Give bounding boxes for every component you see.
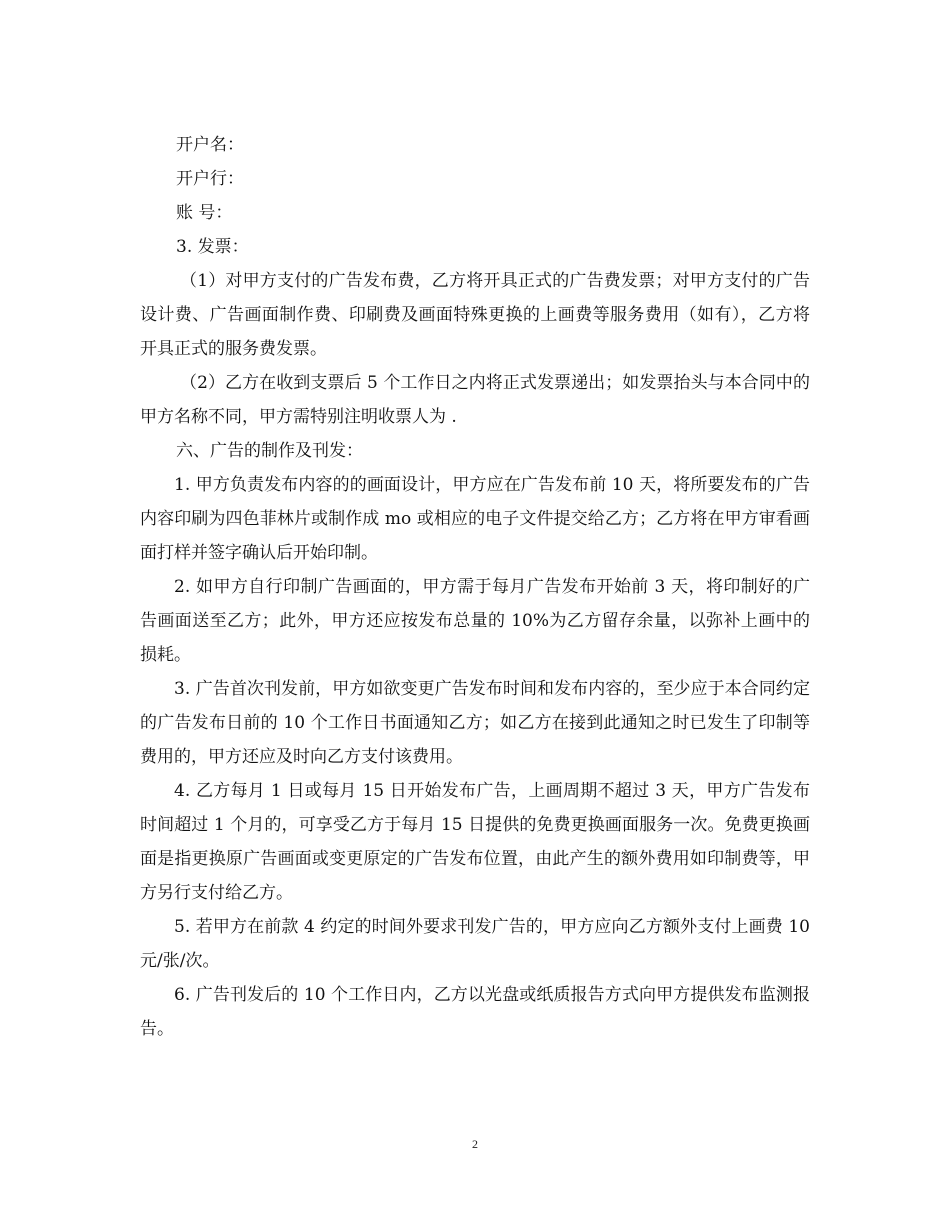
section-6-item-2: 2. 如甲方自行印制广告画面的，甲方需于每月广告发布开始前 3 天，将印制好的广告画面送至乙方；此外，甲方还应按发布总量的 10%为乙方留存余量，以弥补上画中的损耗。 <box>140 577 810 665</box>
page-number: 2 <box>472 1137 478 1151</box>
invoice-paragraph-1: （1）对甲方支付的广告发布费，乙方将开具正式的广告费发票；对甲方支付的广告设计费、广告画面制作费、印刷费及画面特殊更换的上画费等服务费用（如有），乙方将开具正式的服务费发票。 <box>140 271 810 359</box>
document-body <box>140 128 810 1046</box>
account-name-line: 开户名： <box>176 135 244 155</box>
invoice-heading: 3. 发票： <box>176 237 249 257</box>
section-6-heading: 六、广告的制作及刊发： <box>176 441 363 461</box>
section-6-item-3: 3. 广告首次刊发前，甲方如欲变更广告发布时间和发布内容的，至少应于本合同约定的广告发布日前的 10 个工作日书面通知乙方；如乙方在接到此通知之时已发生了印制等费用的，甲方还应及时向乙方支付该费用。 <box>140 679 810 767</box>
section-6-item-5: 5. 若甲方在前款 4 约定的时间外要求刊发广告的，甲方应向乙方额外支付上画费 10 元/张/次。 <box>140 917 810 971</box>
section-6-item-6: 6. 广告刊发后的 10 个工作日内，乙方以光盘或纸质报告方式向甲方提供发布监测报告。 <box>140 985 810 1039</box>
bank-line: 开户行： <box>176 169 244 189</box>
section-6-item-4: 4. 乙方每月 1 日或每月 15 日开始发布广告，上画周期不超过 3 天，甲方广告发布时间超过 1 个月的，可享受乙方于每月 15 日提供的免费更换画面服务一次。免费更换画面是指更换原广告画面或变更原定的广告发布位置，由此产生的额外费用如印制费等，甲方另行支付给乙方。 <box>140 781 810 903</box>
section-6-item-1: 1. 甲方负责发布内容的的画面设计，甲方应在广告发布前 10 天，将所要发布的广告内容印刷为四色菲林片或制作成 mo 或相应的电子文件提交给乙方；乙方将在甲方审看画面打样并签字确认后开始印制。 <box>140 475 810 563</box>
account-number-line: 账 号： <box>176 203 233 223</box>
invoice-paragraph-2: （2）乙方在收到支票后 5 个工作日之内将正式发票递出；如发票抬头与本合同中的甲方名称不同，甲方需特别注明收票人为 . <box>140 373 810 427</box>
